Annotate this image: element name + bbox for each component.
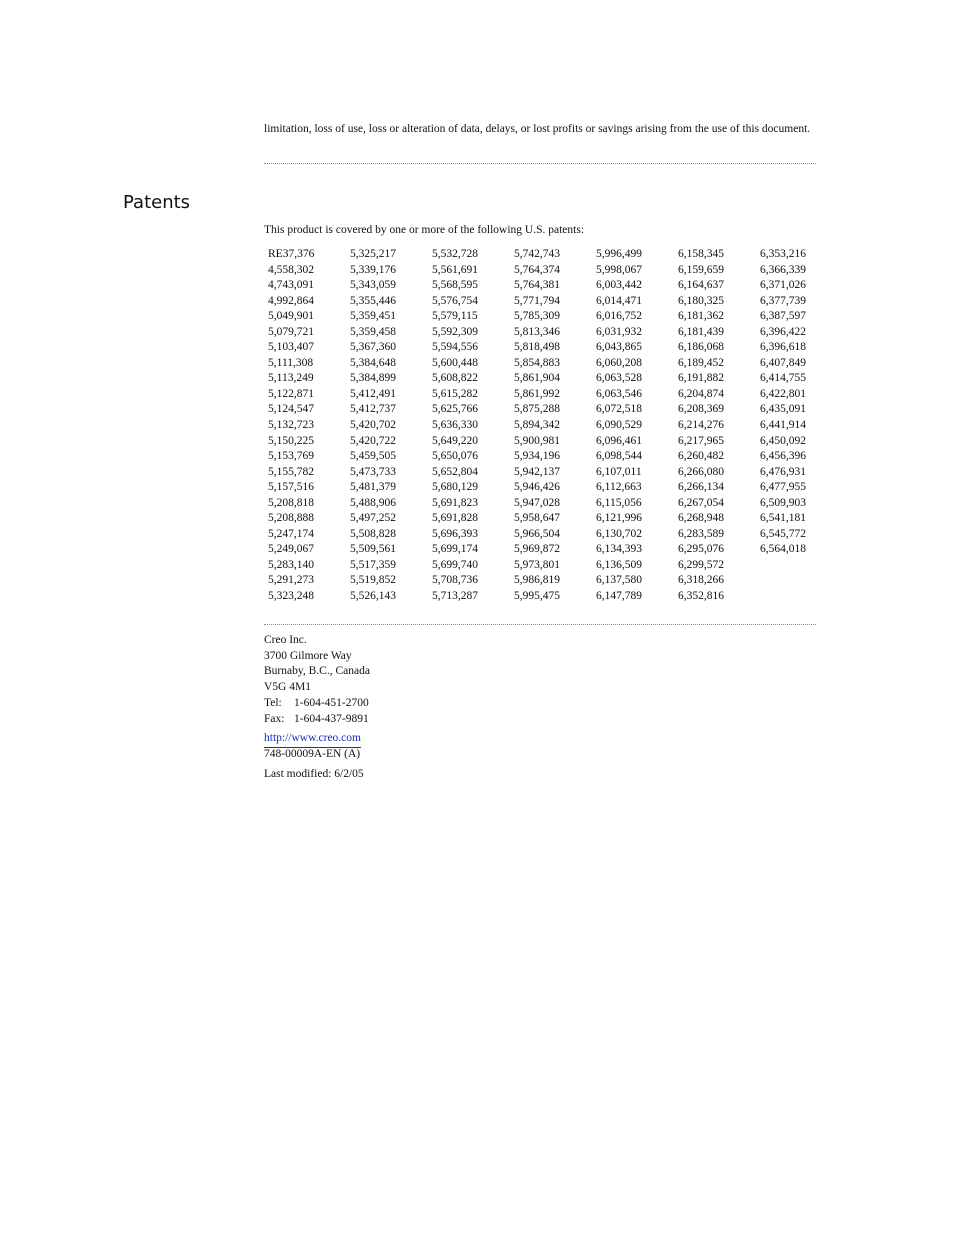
patent-number: 5,592,309 [432,325,478,338]
document-number: 748-00009A-EN (A) [264,748,361,760]
patent-number: 5,764,381 [514,279,560,292]
patent-number: 6,414,755 [760,372,806,385]
patent-number: 5,861,992 [514,387,560,400]
patent-number: 5,497,252 [350,512,396,525]
patent-number: 6,396,422 [760,325,806,338]
patent-number: 6,016,752 [596,310,642,323]
patent-number: 6,352,816 [678,590,724,603]
patent-number: 5,818,498 [514,341,560,354]
patent-number: 5,998,067 [596,263,642,276]
patent-number: 6,181,439 [678,325,724,338]
patent-number: 6,407,849 [760,356,806,369]
website-link[interactable]: http://www.creo.com [264,731,361,748]
patent-number: 4,558,302 [268,263,314,276]
patent-number: 5,742,743 [514,248,560,260]
patent-number: 6,564,018 [760,543,806,556]
patent-number: 6,186,068 [678,341,724,354]
patent-number: 5,412,491 [350,387,396,400]
patent-number: 5,150,225 [268,434,314,447]
patent-number: 5,650,076 [432,450,478,463]
patent-number: 5,124,547 [268,403,314,416]
patent-number: 5,420,702 [350,419,396,432]
patent-number: 5,785,309 [514,310,560,323]
patent-number: 5,969,872 [514,543,560,556]
patent-number: 5,157,516 [268,481,314,494]
patent-number: 6,112,663 [596,481,642,494]
patent-number: 6,096,461 [596,434,642,447]
patent-number: 5,359,451 [350,310,396,323]
patent-number: 5,519,852 [350,574,396,587]
patent-number: 6,014,471 [596,294,642,307]
patent-number: 5,966,504 [514,527,560,540]
patent-number: 6,456,396 [760,450,806,463]
tel-label: Tel: [264,696,282,709]
patent-number: 5,323,248 [268,590,314,603]
patent-number: 5,420,722 [350,434,396,447]
company-address [264,633,370,727]
patent-number: 5,355,446 [350,294,396,307]
patent-number: 6,541,181 [760,512,806,525]
patent-number: 5,153,769 [268,450,314,463]
patent-number: 5,934,196 [514,450,560,463]
patent-number: 6,260,482 [678,450,724,463]
patent-number: 5,946,426 [514,481,560,494]
patent-number: 6,295,076 [678,543,724,556]
patent-number: 5,652,804 [432,465,478,478]
patent-number: 5,122,871 [268,387,314,400]
patent-number: 5,111,308 [268,356,314,369]
patent-number: 5,488,906 [350,496,396,509]
patent-number: 6,435,091 [760,403,806,416]
patent-number: 5,615,282 [432,387,478,400]
patent-number: 5,854,883 [514,356,560,369]
patent-number: 5,699,740 [432,558,478,571]
patent-number: 5,113,249 [268,372,314,385]
patent-number: 5,384,899 [350,372,396,385]
divider-top [264,163,816,164]
patent-number: 5,625,766 [432,403,478,416]
street-address: 3700 Gilmore Way [264,649,352,662]
patent-number: 5,517,359 [350,558,396,571]
patent-number: 6,441,914 [760,419,806,432]
patent-number: 6,450,092 [760,434,806,447]
patent-number: 6,107,011 [596,465,642,478]
patent-number: 5,367,360 [350,341,396,354]
fax-label: Fax: [264,712,285,725]
patent-number: 5,680,129 [432,481,478,494]
patent-number: 5,343,059 [350,279,396,292]
patent-number: 6,377,739 [760,294,806,307]
patent-number: 6,266,080 [678,465,724,478]
patent-number: 5,942,137 [514,465,560,478]
patent-number: 6,371,026 [760,279,806,292]
patent-number: 6,159,659 [678,263,724,276]
patent-number: 5,600,448 [432,356,478,369]
patent-number: 6,115,056 [596,496,642,509]
patent-number: 5,473,733 [350,465,396,478]
patent-number: 5,973,801 [514,558,560,571]
patent-number: 6,003,442 [596,279,642,292]
patent-number: 5,208,818 [268,496,314,509]
patent-number: 6,072,518 [596,403,642,416]
patent-number: 5,691,828 [432,512,478,525]
last-modified: Last modified: 6/2/05 [264,768,364,780]
patent-number: 5,384,648 [350,356,396,369]
patent-number: 5,995,475 [514,590,560,603]
patent-number: 5,696,393 [432,527,478,540]
patent-number: 6,387,597 [760,310,806,323]
patent-number: 6,268,948 [678,512,724,525]
patent-column [268,247,350,605]
patent-number: 5,594,556 [432,341,478,354]
patent-number: 6,137,580 [596,574,642,587]
patent-number: 5,459,505 [350,450,396,463]
patent-number: 5,691,823 [432,496,478,509]
patent-number: 5,339,176 [350,263,396,276]
patents-intro: This product is covered by one or more of the following U.S. patents: [264,224,585,236]
patent-number: 6,476,931 [760,465,806,478]
fax-number: 1-604-437-9891 [294,712,369,725]
patent-number: 6,396,618 [760,341,806,354]
patent-number: 5,636,330 [432,419,478,432]
patent-number: 5,699,174 [432,543,478,556]
patent-number: 5,568,595 [432,279,478,292]
patent-number: 6,283,589 [678,527,724,540]
patent-number: 5,996,499 [596,248,642,260]
tel-number: 1-604-451-2700 [294,696,369,709]
patent-number: 5,861,904 [514,372,560,385]
patent-number: 6,509,903 [760,496,806,509]
patent-number: 4,743,091 [268,279,314,292]
patent-number: 5,481,379 [350,481,396,494]
patent-number: 5,875,288 [514,403,560,416]
patent-number: 6,214,276 [678,419,724,432]
patent-column [350,247,432,605]
patent-number: 6,043,865 [596,341,642,354]
patent-list [268,247,842,605]
patent-number: 5,900,981 [514,434,560,447]
patent-number: 5,986,819 [514,574,560,587]
patent-number: 5,561,691 [432,263,478,276]
patent-number: 6,299,572 [678,558,724,571]
patent-number: 5,576,754 [432,294,478,307]
patent-number: 5,708,736 [432,574,478,587]
patent-number: 5,079,721 [268,325,314,338]
patent-number: 6,063,546 [596,387,642,400]
divider-bottom [264,624,816,625]
patent-number: 5,526,143 [350,590,396,603]
postal-code: V5G 4M1 [264,681,311,694]
patent-number: 5,947,028 [514,496,560,509]
patent-number: 6,063,528 [596,372,642,385]
patent-number: 5,325,217 [350,248,396,260]
patent-number: 5,249,067 [268,543,314,556]
patent-number: 6,164,637 [678,279,724,292]
patent-number: 5,508,828 [350,527,396,540]
section-title: Patents [123,192,191,213]
patent-number: 6,267,054 [678,496,724,509]
patent-number: 6,136,509 [596,558,642,571]
patent-column [596,247,678,605]
patent-number: 5,532,728 [432,248,478,260]
patent-number: 6,134,393 [596,543,642,556]
patent-number: 6,318,266 [678,574,724,587]
patent-number: 6,098,544 [596,450,642,463]
patent-number: 6,422,801 [760,387,806,400]
patent-number: 6,130,702 [596,527,642,540]
patent-number: 6,204,874 [678,387,724,400]
patent-number: 5,579,115 [432,310,478,323]
patent-number: 5,771,794 [514,294,560,307]
city-address: Burnaby, B.C., Canada [264,665,370,678]
patent-number: 5,283,140 [268,558,314,571]
intro-paragraph: limitation, loss of use, loss or alteration of data, delays, or lost profits or savings arising from the use of this document. [264,123,811,135]
patent-number: 6,208,369 [678,403,724,416]
patent-number: 4,992,864 [268,294,314,307]
patent-number: 6,477,955 [760,481,806,494]
patent-number: 6,090,529 [596,419,642,432]
patent-number: 5,049,901 [268,310,314,323]
patent-number: 6,217,965 [678,434,724,447]
patent-number: 6,147,789 [596,590,642,603]
telephone-line [264,696,370,712]
patent-number: RE37,376 [268,248,315,260]
patent-number: 5,155,782 [268,465,314,478]
patent-number: 5,764,374 [514,263,560,276]
patent-number: 5,649,220 [432,434,478,447]
patent-number: 5,103,407 [268,341,314,354]
patent-number: 5,713,287 [432,590,478,603]
patent-number: 6,545,772 [760,527,806,540]
patent-number: 6,031,932 [596,325,642,338]
patent-column [678,247,760,605]
company-name: Creo Inc. [264,634,307,646]
patent-column [432,247,514,605]
patent-number: 5,132,723 [268,419,314,432]
patent-number: 6,158,345 [678,248,724,260]
fax-line [264,712,370,728]
patent-number: 5,412,737 [350,403,396,416]
patent-number: 6,353,216 [760,248,806,260]
patent-number: 6,060,208 [596,356,642,369]
patent-number: 5,894,342 [514,419,560,432]
patent-number: 5,291,273 [268,574,314,587]
patent-number: 6,121,996 [596,512,642,525]
patent-number: 6,180,325 [678,294,724,307]
patent-number: 5,359,458 [350,325,396,338]
patent-number: 6,189,452 [678,356,724,369]
patent-number: 6,366,339 [760,263,806,276]
patent-number: 5,608,822 [432,372,478,385]
patent-number: 6,191,882 [678,372,724,385]
patent-column [760,247,842,605]
patent-number: 5,247,174 [268,527,314,540]
patent-column [514,247,596,605]
patent-number: 5,813,346 [514,325,560,338]
patent-number: 5,208,888 [268,512,314,525]
patent-number: 5,958,647 [514,512,560,525]
patent-number: 5,509,561 [350,543,396,556]
patent-number: 6,181,362 [678,310,724,323]
patent-number: 6,266,134 [678,481,724,494]
